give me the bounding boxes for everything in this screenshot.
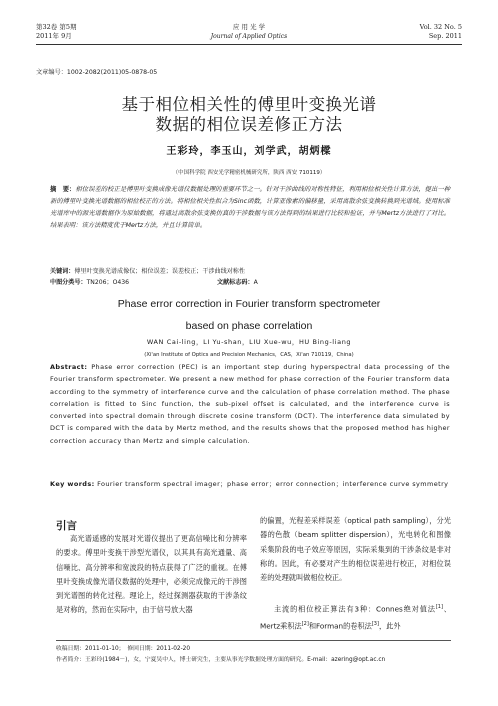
authors-cn: 王彩玲，李玉山，刘学武，胡炳樑	[166, 146, 332, 157]
abstract-en-label: Abstract:	[50, 363, 88, 371]
citation-3[interactable]: [3]	[371, 620, 379, 627]
authors-en: WAN Cai-ling，LI Yu-shan，LIU Xue-wu，HU Bing-liang	[146, 338, 352, 346]
doc-id-value: A	[253, 279, 258, 286]
citation-1[interactable]: [1]	[435, 604, 443, 610]
header-journal-en: Journal of Applied Optics	[210, 33, 288, 40]
abstract-en-text: Phase error correction (PEC) is an important step during hyperspectral data processing of the Fourier transform spectrometer. We present a new method for phase correction of the Fourier transform data according to the symmetry of interference curve and the calculation of phase correlation method. The phase correlation is fitted to Sinc function, the sub-pixel offset is calculated, and the interference curve is converted into spectral domain through discrete cosine transform (DCT). The interference data simulated by DCT is compared with the data by Mertz method, and the results shows that the proposed method has higher correction accuracy than Mertz and simple calculation.	[50, 363, 451, 445]
abstract-cn	[50, 184, 450, 232]
abstract-cn-text: 相位误差的校正是傅里叶变换成像光谱仪数据处理的重要环节之一。针对干涉曲线的对称性特征，利用相位相关性计算方法，提出一种新的傅里叶变换光谱数据的相位校正的方法。将相位相关性拟合为Sinc函数，计算亚像素的偏移量，采用离散余弦变换转换到光谱域。使用标准光谱库中的源光谱数据作为原始数据，将通过离散余弦变换仿真的干涉数据与该方法得到的结果进行比较和验证，并与Mertz方法进行了对比。结果表明：该方法精度优于Mertz方法，并且计算简单。	[50, 186, 451, 229]
header-volume-en: Vol. 32 No. 5	[419, 23, 462, 31]
intro-paragraph-left: 高光谱遥感的发展对光谱仪提出了更高信噪比和分辨率的要求。傅里叶变换干涉型光谱仪，以其具有高光通量、高信噪比、高分辨率和宽波段的特点获得了广泛的重视。在傅里叶变换成像光谱仪数据的处理中，必须完成像元的干涉图到光谱图的转化过程。理论上，经过探测器获取的干涉条纹是对称的，然而在实际中，由于信号放大器	[56, 534, 247, 615]
footer-author-bio: 作者简介：王彩玲(1984－)，女，宁夏吴中人，博士研究生，主要从事光学数据处理方面的研究。E-mail：azering@opt.ac.cn	[56, 657, 386, 663]
header-journal-cn: 应 用 光 学	[232, 23, 266, 31]
para2-part-b: 、Mertz乘积法	[260, 604, 451, 631]
keywords-en	[50, 478, 450, 490]
footer-received: 收稿日期：2011-01-10； 修回日期：2011-02-20	[56, 646, 191, 652]
keywords-cn-text: 傅里叶变换光谱成像仪；相位误差；误差校正；干涉曲线对称性	[74, 268, 245, 275]
document-id	[217, 278, 258, 287]
header-date-cn: 2011年 9月	[36, 32, 72, 40]
header-volume-cn: 第32卷 第5期	[36, 23, 77, 31]
intro-paragraph-right-2	[260, 600, 451, 633]
footer-rule	[56, 640, 451, 641]
title-cn-line1: 基于相位相关性的傅里叶变换光谱	[121, 95, 377, 114]
affiliation-en: (Xi'an Institute of Optics and Precision Mechanics，CAS，Xi'an 710119，China)	[144, 352, 354, 358]
header-date-en: Sep. 2011	[428, 32, 462, 40]
keywords-cn	[50, 267, 245, 276]
para2-part-a: 主流的相位校正算法有3种：Connes绝对值法	[274, 604, 436, 614]
abstract-cn-label: 摘 要：	[50, 186, 76, 193]
article-code: 文章编号：1002-2082(2011)05-0878-05	[36, 69, 158, 76]
affiliation-cn: （中国科学院 西安光学精密机械研究所，陕西 西安 710119）	[172, 170, 326, 176]
citation-2[interactable]: [2]	[301, 620, 309, 627]
clc-label: 中图分类号：	[50, 279, 87, 286]
section-heading-introduction: 引言	[56, 520, 77, 532]
header-rule	[36, 44, 462, 45]
keywords-cn-label: 关键词：	[50, 268, 75, 275]
keywords-en-label: Key words:	[50, 480, 95, 488]
abstract-en	[50, 361, 450, 447]
title-en-line1: Phase error correction in Fourier transform spectrometer	[117, 298, 381, 310]
clc-number	[50, 278, 129, 287]
title-en	[0, 296, 498, 335]
para2-part-d: ，此外	[378, 621, 401, 631]
title-en-line2: based on phase correlation	[185, 320, 313, 332]
title-cn-line2: 数据的相位误差修正方法	[155, 115, 343, 134]
keywords-en-text: Fourier transform spectral imager；phase error；error connection；interference curve symmetry	[97, 480, 449, 488]
clc-value: TN206；O436	[86, 279, 129, 286]
intro-paragraph-right: 的偏置，光程差采样误差（optical path sampling），分光器的色散（beam splitter dispersion），光电转化和图像采集阶段的电子效应等原因，实际采集到的干涉条纹是非对称的。因此，有必要对产生的相位误差进行校正，对相位误差的处理就叫做相位校正。	[260, 516, 451, 583]
para2-part-c: 和Forman的卷积法	[308, 621, 372, 631]
doc-id-label: 文献标志码：	[217, 279, 254, 286]
